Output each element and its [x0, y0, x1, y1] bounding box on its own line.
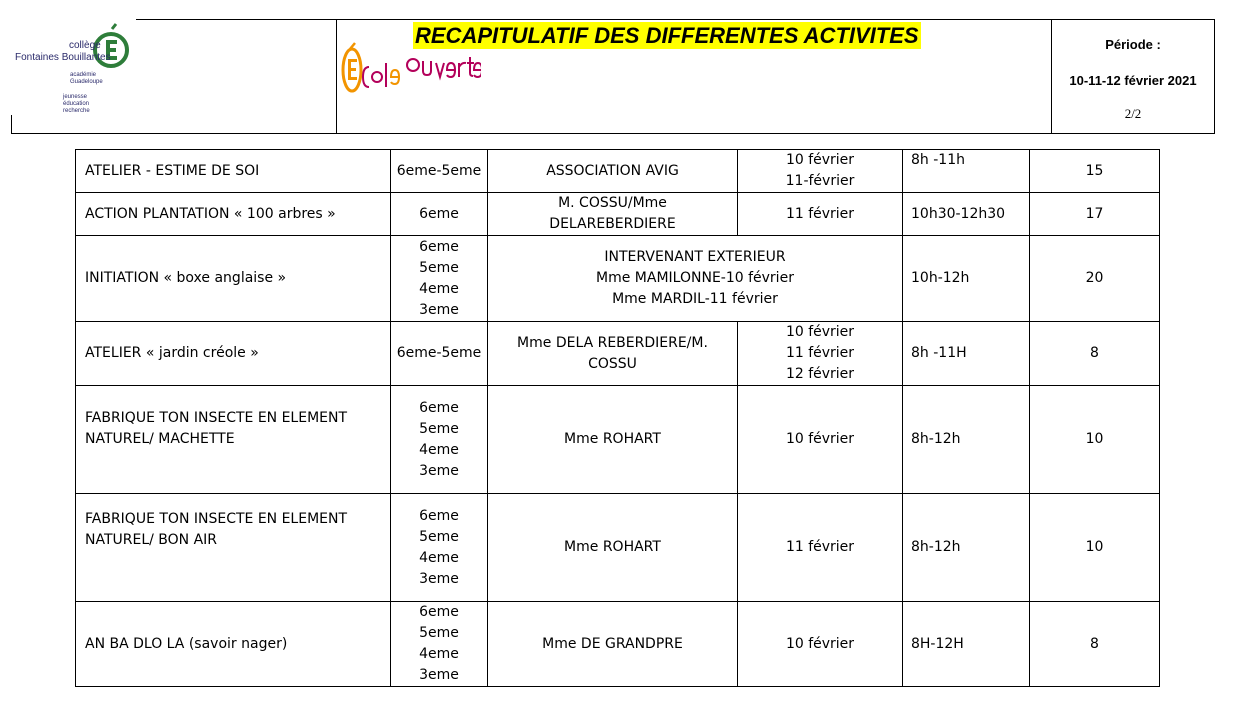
levels-cell-line: 6eme — [419, 205, 459, 222]
college-label: collège — [69, 40, 101, 51]
participants-cell: 8 — [1030, 602, 1160, 687]
levels-cell-line: 4eme — [419, 280, 459, 297]
time-cell: 8h-12h — [903, 494, 1030, 602]
intervenant-cell-line: Mme ROHART — [564, 431, 661, 447]
levels-cell-line: 6eme — [419, 399, 459, 416]
intervenant-cell-line: Mme MAMILONNE-10 février — [596, 270, 794, 286]
college-logo — [11, 21, 136, 115]
activity-cell — [76, 236, 391, 322]
table-row — [76, 494, 1160, 602]
dates-cell-line: 10 février — [785, 324, 855, 340]
levels-cell — [391, 602, 488, 687]
levels-cell-line: 5eme — [419, 420, 459, 437]
levels-cell-line: 3eme — [419, 462, 459, 479]
participants-cell: 10 — [1030, 494, 1160, 602]
levels-cell-line: 3eme — [419, 301, 459, 318]
activities-table — [75, 149, 1160, 687]
header-divider — [336, 19, 337, 134]
levels-cell — [391, 193, 488, 236]
participants-cell: 15 — [1030, 150, 1160, 193]
time-cell: 8H-12H — [903, 602, 1030, 687]
header-bottom-border — [11, 133, 1214, 134]
dates-cell — [738, 193, 903, 236]
time-cell: 10h30-12h30 — [903, 193, 1030, 236]
levels-cell-line: 4eme — [419, 441, 459, 458]
intervenant-cell — [488, 494, 738, 602]
intervenant-cell-line: Mme MARDIL-11 février — [612, 291, 778, 307]
activity-cell-line: FABRIQUE TON INSECTE EN ELEMENT — [85, 410, 348, 426]
levels-cell-line: 6eme — [419, 507, 459, 524]
time-cell: 8h -11h — [903, 150, 1030, 193]
activity-cell-line: AN BA DLO LA (savoir nager) — [85, 635, 288, 652]
activity-cell — [76, 322, 391, 386]
levels-cell — [391, 386, 488, 494]
activity-cell-line: ATELIER - ESTIME DE SOI — [85, 162, 260, 179]
academy-label: académie Guadeloupe — [70, 72, 103, 85]
levels-cell-line: 6eme-5eme — [396, 162, 482, 179]
intervenant-cell-line: Mme DELA REBERDIERE/M. — [517, 334, 708, 351]
header-top-border — [136, 19, 1065, 20]
intervenant-cell — [488, 193, 738, 236]
intervenant-cell — [488, 386, 738, 494]
page-title: RECAPITULATIF DES DIFFERENTES ACTIVITES — [415, 23, 919, 48]
activity-cell-line: NATUREL/ MACHETTE — [85, 431, 235, 447]
dates-cell — [738, 150, 903, 193]
levels-cell-line: 6eme — [419, 604, 459, 620]
levels-cell-line: 5eme — [419, 528, 459, 545]
dates-cell — [738, 494, 903, 602]
participants-cell: 20 — [1030, 236, 1160, 322]
intervenant-cell — [488, 602, 738, 687]
activity-cell-line: NATUREL/ BON AIR — [85, 532, 218, 548]
activity-cell — [76, 193, 391, 236]
intervenant-cell-line: Mme ROHART — [564, 539, 661, 555]
page-number: 2/2 — [1124, 106, 1142, 121]
dates-cell — [738, 386, 903, 494]
period-box — [1051, 19, 1215, 134]
header-left-border — [11, 115, 12, 134]
time-cell: 8h-12h — [903, 386, 1030, 494]
period-dates: 10-11-12 février 2021 — [1069, 73, 1197, 88]
dates-cell — [738, 322, 903, 386]
intervenant-cell — [488, 236, 903, 322]
intervenant-cell-line: DELAREBERDIERE — [549, 216, 676, 232]
table-row — [76, 602, 1160, 687]
participants-cell: 17 — [1030, 193, 1160, 236]
levels-cell — [391, 494, 488, 602]
dates-cell-line: 10 février — [785, 635, 855, 652]
time-cell: 10h-12h — [903, 236, 1030, 322]
levels-cell-line: 4eme — [419, 549, 459, 566]
levels-cell — [391, 236, 488, 322]
levels-cell-line: 5eme — [419, 259, 459, 276]
table-row — [76, 193, 1160, 236]
participants-cell: 8 — [1030, 322, 1160, 386]
levels-cell-line: 3eme — [419, 667, 459, 683]
dates-cell-line: 11 février — [785, 345, 855, 361]
activity-cell — [76, 386, 391, 494]
table-row — [76, 236, 1160, 322]
activity-cell-line: INITIATION « boxe anglaise » — [85, 270, 287, 286]
activity-cell — [76, 602, 391, 687]
levels-cell-line: 4eme — [419, 646, 459, 662]
dates-cell-line: 10 février — [785, 431, 855, 447]
intervenant-cell-line: M. COSSU/Mme — [558, 195, 667, 211]
dates-cell-line: 11 février — [785, 539, 855, 555]
activity-cell — [76, 150, 391, 193]
time-cell: 8h -11H — [903, 322, 1030, 386]
intervenant-cell — [488, 150, 738, 193]
levels-cell-line: 5eme — [419, 625, 459, 641]
levels-cell-line: 6eme — [419, 238, 459, 255]
activity-cell-line: FABRIQUE TON INSECTE EN ELEMENT — [85, 511, 348, 527]
document-header — [11, 19, 1214, 134]
dates-cell-line: 10 février — [785, 152, 855, 168]
activity-cell-line: ATELIER « jardin créole » — [85, 345, 259, 361]
college-name: Fontaines Bouillantes — [15, 52, 111, 63]
dates-cell-line: 11 février — [785, 205, 855, 222]
dates-cell-line: 12 février — [785, 366, 855, 382]
table-row — [76, 150, 1160, 193]
intervenant-cell-line: ASSOCIATION AVIG — [546, 162, 679, 179]
table-row — [76, 386, 1160, 494]
intervenant-cell-line: COSSU — [588, 355, 637, 372]
intervenant-cell-line: INTERVENANT EXTERIEUR — [604, 249, 786, 265]
period-label: Période : — [1105, 37, 1161, 52]
dates-cell — [738, 602, 903, 687]
levels-cell-line: 6eme-5eme — [396, 345, 482, 361]
ministry-label: jeunesse éducation recherche — [63, 94, 90, 114]
dates-cell-line: 11-février — [785, 173, 855, 189]
intervenant-cell-line: Mme DE GRANDPRE — [542, 635, 683, 652]
activity-cell-line: ACTION PLANTATION « 100 arbres » — [85, 205, 336, 222]
intervenant-cell — [488, 322, 738, 386]
participants-cell: 10 — [1030, 386, 1160, 494]
levels-cell — [391, 150, 488, 193]
activity-cell — [76, 494, 391, 602]
table-row — [76, 322, 1160, 386]
levels-cell-line: 3eme — [419, 570, 459, 587]
levels-cell — [391, 322, 488, 386]
